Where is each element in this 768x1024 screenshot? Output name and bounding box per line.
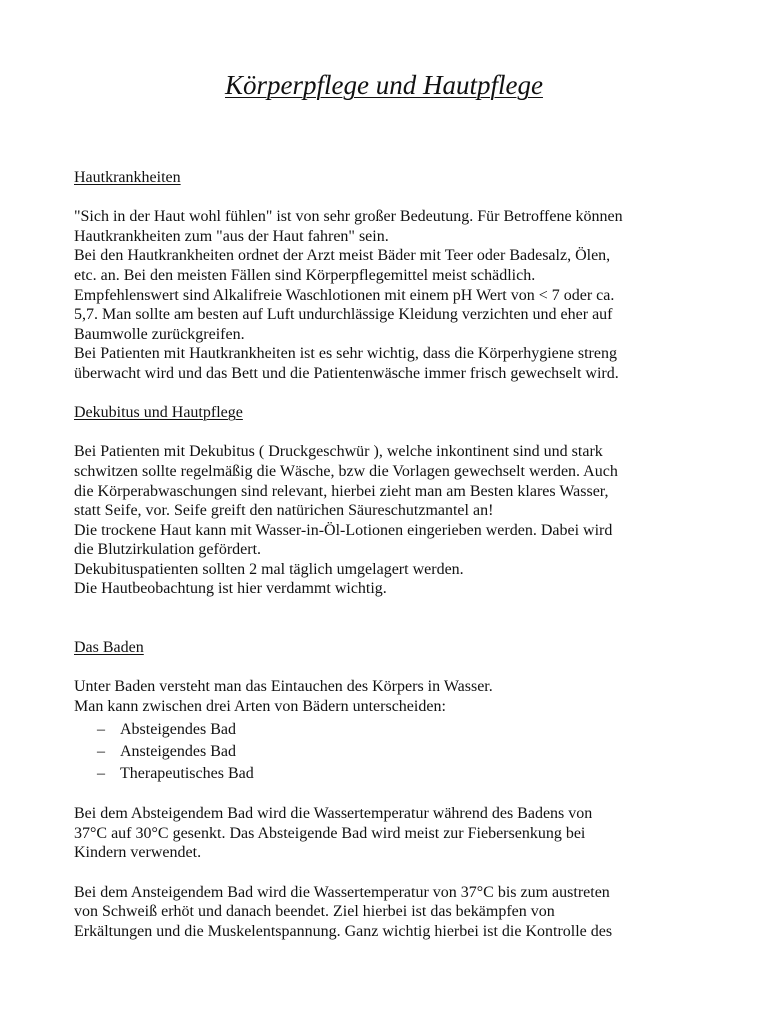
text-line: überwacht wird und das Bett und die Patientenwäsche immer frisch gewechselt wird. bbox=[74, 364, 619, 382]
section-heading-hautkrankheiten: Hautkrankheiten bbox=[74, 169, 181, 186]
page-title: Körperpflege und Hautpflege bbox=[225, 70, 543, 100]
list-item-label: Ansteigendes Bad bbox=[120, 742, 236, 760]
text-line: Baumwolle zurückgreifen. bbox=[74, 325, 245, 343]
text-line: "Sich in der Haut wohl fühlen" ist von sehr großer Bedeutung. Für Betroffene können bbox=[74, 208, 623, 226]
paragraph-baden-intro bbox=[74, 677, 714, 716]
text-line: Empfehlenswert sind Alkalifreie Waschlotionen mit einem pH Wert von < 7 oder ca. bbox=[74, 286, 615, 304]
text-line: Bei dem Absteigendem Bad wird die Wassertemperatur während des Badens von bbox=[74, 805, 593, 823]
section-heading-das-baden: Das Baden bbox=[74, 639, 144, 657]
text-line: Man kann zwischen drei Arten von Bädern unterscheiden: bbox=[74, 698, 446, 716]
text-line: schwitzen sollte regelmäßig die Wäsche, bzw die Vorlagen gewechselt werden. Auch bbox=[74, 462, 618, 480]
list-dash: – bbox=[97, 764, 105, 782]
section-heading-dekubitus: Dekubitus und Hautpflege bbox=[74, 404, 243, 422]
text-line: Bei den Hautkrankheiten ordnet der Arzt meist Bäder mit Teer oder Badesalz, Ölen, bbox=[74, 247, 611, 265]
text-line: Bei dem Ansteigendem Bad wird die Wassertemperatur von 37°C bis zum austreten bbox=[74, 883, 610, 901]
document-body bbox=[74, 168, 714, 941]
text-line: 37°C auf 30°C gesenkt. Das Absteigende Bad wird meist zur Fiebersenkung bei bbox=[74, 824, 586, 842]
text-line: Bei Patienten mit Dekubitus ( Druckgeschwür ), welche inkontinent sind und stark bbox=[74, 443, 603, 461]
list-item bbox=[74, 719, 714, 741]
text-line: die Körperabwaschungen sind relevant, hierbei zieht man am Besten klares Wasser, bbox=[74, 482, 609, 500]
text-line: Dekubituspatienten sollten 2 mal täglich umgelagert werden. bbox=[74, 560, 464, 578]
text-line: Unter Baden versteht man das Eintauchen des Körpers in Wasser. bbox=[74, 678, 493, 696]
text-line: Bei Patienten mit Hautkrankheiten ist es sehr wichtig, dass die Körperhygiene streng bbox=[74, 345, 617, 363]
text-line: etc. an. Bei den meisten Fällen sind Körperpflegemittel meist schädlich. bbox=[74, 266, 536, 284]
text-line: Die trockene Haut kann mit Wasser-in-Öl-Lotionen eingerieben werden. Dabei wird bbox=[74, 521, 613, 539]
bath-types-list bbox=[74, 719, 714, 785]
list-dash: – bbox=[97, 742, 105, 760]
paragraph-ansteigendes-bad bbox=[74, 883, 714, 942]
list-dash: – bbox=[97, 720, 105, 738]
paragraph-dekubitus bbox=[74, 442, 714, 599]
text-line: von Schweiß erhöt und danach beendet. Ziel hierbei ist das bekämpfen von bbox=[74, 903, 555, 921]
list-item bbox=[74, 741, 714, 763]
text-line: Kindern verwendet. bbox=[74, 844, 202, 862]
paragraph-hautkrankheiten bbox=[74, 207, 714, 383]
text-line: 5,7. Man sollte am besten auf Luft undurchlässige Kleidung verzichten und eher auf bbox=[74, 306, 613, 324]
list-item-label: Absteigendes Bad bbox=[120, 720, 236, 738]
text-line: statt Seife, vor. Seife greift den natürichen Säureschutzmantel an! bbox=[74, 502, 494, 520]
list-item bbox=[74, 763, 714, 785]
text-line: die Blutzirkulation gefördert. bbox=[74, 541, 262, 559]
text-line: Die Hautbeobachtung ist hier verdammt wichtig. bbox=[74, 580, 387, 598]
paragraph-absteigendes-bad bbox=[74, 804, 714, 863]
list-item-label: Therapeutisches Bad bbox=[120, 764, 254, 782]
text-line: Hautkrankheiten zum "aus der Haut fahren" sein. bbox=[74, 227, 389, 245]
text-line: Erkältungen und die Muskelentspannung. Ganz wichtig hierbei ist die Kontrolle des bbox=[74, 922, 613, 940]
